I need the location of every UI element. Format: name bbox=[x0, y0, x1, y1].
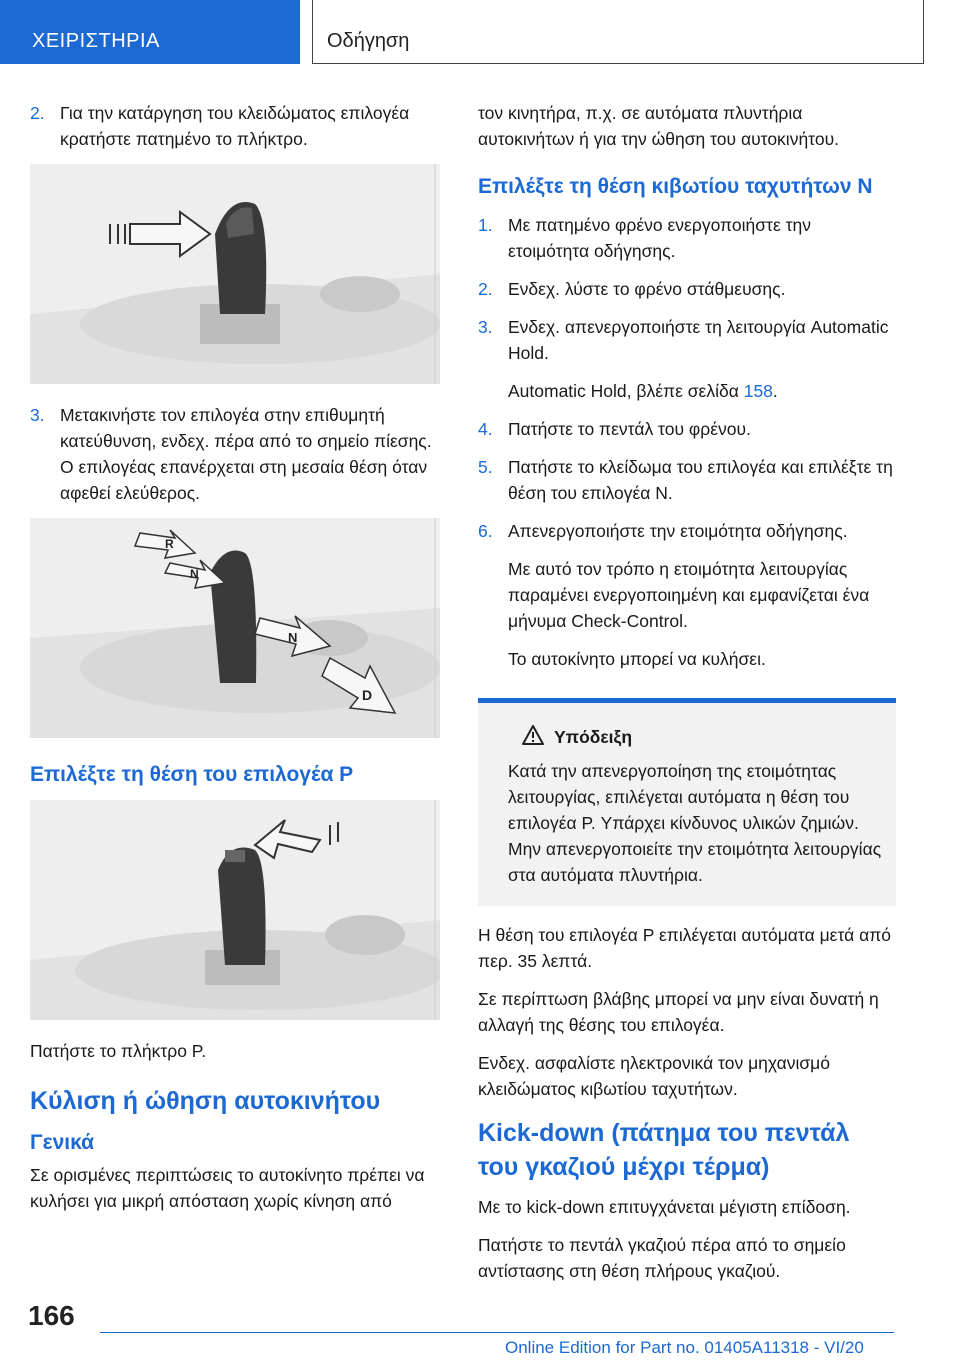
footer-divider bbox=[100, 1332, 894, 1333]
continued-text: τον κινητήρα, π.χ. σε αυτόματα πλυντήρια αυτοκινήτων ή για την ώθηση του αυτοκινήτου. bbox=[478, 103, 840, 149]
heading-kickdown: Kick-down (πάτημα του πεντάλ του γκαζιού μέχρι τέρμα) bbox=[478, 1119, 850, 1181]
chapter-tab bbox=[312, 0, 924, 64]
page-number: 166 bbox=[28, 1300, 75, 1331]
step-6 bbox=[478, 518, 896, 544]
label-n-bottom: N bbox=[288, 630, 298, 645]
reference-suffix: . bbox=[772, 381, 778, 401]
page-link[interactable]: 158 bbox=[743, 381, 773, 401]
step-text: Ενδεχ. λύστε το φρένο στάθμευσης. bbox=[508, 279, 786, 299]
note-header bbox=[508, 725, 882, 750]
label-d: D bbox=[362, 687, 373, 703]
step-text: Πατήστε το πεντάλ του φρένου. bbox=[508, 419, 751, 439]
press-p-instruction: Πατήστε το πλήκτρο P. bbox=[30, 1041, 207, 1061]
step-text: Ενδεχ. απενεργοποιήστε τη λειτουργία Automatic Hold. bbox=[508, 317, 889, 363]
edition-text: Online Edition for Part no. 01405A11318 - VI/20 bbox=[505, 1338, 864, 1357]
selector-directions-illustration bbox=[30, 518, 440, 738]
p-button-illustration bbox=[30, 800, 440, 1020]
right-column bbox=[478, 100, 896, 1296]
chapter-title: Οδήγηση bbox=[327, 30, 410, 52]
warning-icon bbox=[522, 725, 544, 750]
step-1 bbox=[478, 212, 896, 264]
step-6-result: Το αυτοκίνητο μπορεί να κυλήσει. bbox=[508, 649, 766, 669]
label-n-top: N bbox=[190, 567, 199, 581]
general-text: Σε ορισμένες περιπτώσεις το αυτοκίνητο πρέπει να κυλήσει για μικρή απόσταση χωρίς κίνηση από bbox=[30, 1165, 425, 1211]
step-number: 6. bbox=[478, 521, 493, 541]
step-3 bbox=[478, 314, 896, 366]
automatic-hold-reference bbox=[478, 378, 896, 404]
step-text: Πατήστε το κλείδωμα του επιλογέα και επιλέξτε τη θέση του επιλογέα N. bbox=[508, 457, 893, 503]
step-6-detail: Με αυτό τον τρόπο η ετοιμότητα λειτουργίας παραμένει ενεργοποιημένη και εμφανίζεται ένα μήνυμα Check-Control. bbox=[508, 559, 870, 631]
selector-lever-unlock-illustration bbox=[30, 164, 440, 384]
note-text: Κατά την απενεργοποίηση της ετοιμότητας λειτουργίας, επιλέγεται αυτόματα η θέση του επιλογέα P. Υπάρχει κίνδυνος υλικών ζημιών. Μην απενεργοποιείτε την ετοιμότητα λειτουργίας στα αυτόματα πλυντήρια. bbox=[508, 761, 882, 885]
left-column bbox=[30, 100, 448, 1226]
step-number: 3. bbox=[478, 317, 493, 337]
step-text: Για την κατάργηση του κλειδώματος επιλογέα κρατήστε πατημένο το πλήκτρο. bbox=[60, 103, 410, 149]
note-box bbox=[478, 698, 896, 906]
step-number: 2. bbox=[478, 279, 493, 299]
malfunction-text: Σε περίπτωση βλάβης μπορεί να μην είναι δυνατή η αλλαγή της θέσης του επιλογέα. bbox=[478, 989, 879, 1035]
label-r: R bbox=[165, 537, 174, 551]
step-2 bbox=[30, 100, 448, 152]
step-4 bbox=[478, 416, 896, 442]
note-title: Υπόδειξη bbox=[554, 727, 633, 747]
heading-rolling: Κύλιση ή ώθηση αυτοκινήτου bbox=[30, 1087, 381, 1115]
step-text: Με πατημένο φρένο ενεργοποιήστε την ετοιμότητα οδήγησης. bbox=[508, 215, 812, 261]
step-2 bbox=[478, 276, 896, 302]
step-number: 2. bbox=[30, 103, 45, 123]
step-number: 1. bbox=[478, 215, 493, 235]
secure-lock-text: Ενδεχ. ασφαλίστε ηλεκτρονικά τον μηχανισμό κλειδώματος κιβωτίου ταχυτήτων. bbox=[478, 1053, 830, 1099]
step-5 bbox=[478, 454, 896, 506]
step-number: 4. bbox=[478, 419, 493, 439]
kickdown-text-2: Πατήστε το πεντάλ γκαζιού πέρα από το σημείο αντίστασης στη θέση πλήρους γκαζιού. bbox=[478, 1235, 846, 1281]
step-number: 3. bbox=[30, 405, 45, 425]
step-number: 5. bbox=[478, 457, 493, 477]
auto-p-text: Η θέση του επιλογέα P επιλέγεται αυτόματα μετά από περ. 35 λεπτά. bbox=[478, 925, 892, 971]
section-title: ΧΕΙΡΙΣΤΗΡΙΑ bbox=[32, 30, 160, 52]
step-text: Απενεργοποιήστε την ετοιμότητα οδήγησης. bbox=[508, 521, 848, 541]
heading-select-p: Επιλέξτε τη θέση του επιλογέα P bbox=[30, 763, 354, 786]
step-text: Μετακινήστε τον επιλογέα στην επιθυμητή κατεύθυνση, ενδεχ. πέρα από το σημείο πίεσης. Ο επιλογέας επανέρχεται στη μεσαία θέση όταν αφεθεί ελεύθερος. bbox=[60, 405, 432, 503]
kickdown-text-1: Με το kick-down επιτυγχάνεται μέγιστη επίδοση. bbox=[478, 1197, 851, 1217]
step-3 bbox=[30, 402, 448, 506]
section-tab[interactable] bbox=[0, 0, 300, 64]
heading-select-n: Επιλέξτε τη θέση κιβωτίου ταχυτήτων N bbox=[478, 175, 873, 198]
reference-prefix: Automatic Hold, βλέπε σελίδα bbox=[508, 381, 739, 401]
heading-general: Γενικά bbox=[30, 1131, 95, 1154]
